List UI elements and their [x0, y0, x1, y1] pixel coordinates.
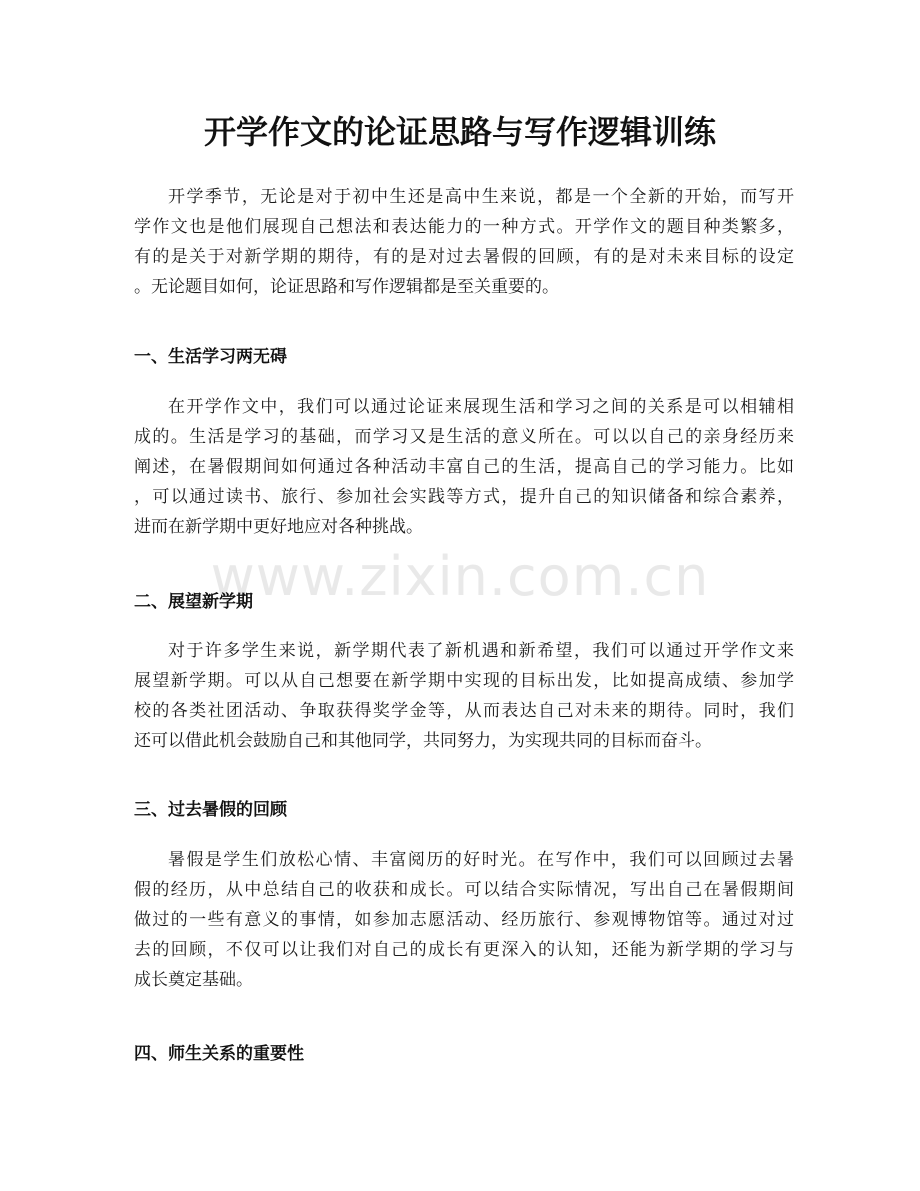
paragraph-line: 展望新学期。可以从自己想要在新学期中实现的目标出发，比如提高成绩、参加学: [134, 671, 794, 691]
section-heading-4: 四、师生关系的重要性: [134, 1044, 304, 1064]
paragraph-line: 有的是关于对新学期的期待，有的是对过去暑假的回顾，有的是对未来目标的设定: [134, 247, 794, 267]
paragraph-line: 去的回顾，不仅可以让我们对自己的成长有更深入的认知，还能为新学期的学习与: [134, 940, 794, 960]
section-3-paragraph: [134, 845, 794, 995]
paragraph-line: 。无论题目如何，论证思路和写作逻辑都是至关重要的。: [134, 277, 559, 297]
paragraph-line: 对于许多学生来说，新学期代表了新机遇和新希望，我们可以通过开学作文来: [168, 641, 794, 661]
paragraph-line: 做过的一些有意义的事情，如参加志愿活动、经历旅行、参观博物馆等。通过对过: [134, 910, 794, 930]
section-2-paragraph: [134, 636, 794, 756]
paragraph-line: 还可以借此机会鼓励自己和其他同学，共同努力，为实现共同的目标而奋斗。: [134, 731, 712, 751]
paragraph-line: 进而在新学期中更好地应对各种挑战。: [134, 517, 423, 537]
paragraph-line: 假的经历，从中总结自己的收获和成长。可以结合实际情况，写出自己在暑假期间: [134, 880, 794, 900]
section-heading-2: 二、展望新学期: [134, 592, 253, 612]
paragraph-line: 校的各类社团活动、争取获得奖学金等，从而表达自己对未来的期待。同时，我们: [134, 701, 794, 721]
watermark: www.zixin.com.cn: [210, 545, 710, 608]
paragraph-line: 暑假是学生们放松心情、丰富阅历的好时光。在写作中，我们可以回顾过去暑: [168, 850, 794, 870]
paragraph-line: 成长奠定基础。: [134, 970, 253, 990]
paragraph-line: 在开学作文中，我们可以通过论证来展现生活和学习之间的关系是可以相辅相: [168, 397, 794, 417]
paragraph-line: 学作文也是他们展现自己想法和表达能力的一种方式。开学作文的题目种类繁多，: [134, 217, 794, 237]
section-1-paragraph: [134, 392, 794, 542]
intro-paragraph: [134, 182, 794, 302]
document-title: 开学作文的论证思路与写作逻辑训练: [203, 113, 716, 151]
section-heading-1: 一、生活学习两无碍: [134, 347, 287, 367]
section-heading-3: 三、过去暑假的回顾: [134, 800, 287, 820]
paragraph-line: 成的。生活是学习的基础，而学习又是生活的意义所在。可以以自己的亲身经历来: [134, 427, 794, 447]
paragraph-line: 阐述，在暑假期间如何通过各种活动丰富自己的生活，提高自己的学习能力。比如: [134, 457, 794, 477]
paragraph-line: 开学季节，无论是对于初中生还是高中生来说，都是一个全新的开始，而写开: [168, 187, 794, 207]
paragraph-line: ，可以通过读书、旅行、参加社会实践等方式，提升自己的知识储备和综合素养，: [134, 487, 794, 507]
